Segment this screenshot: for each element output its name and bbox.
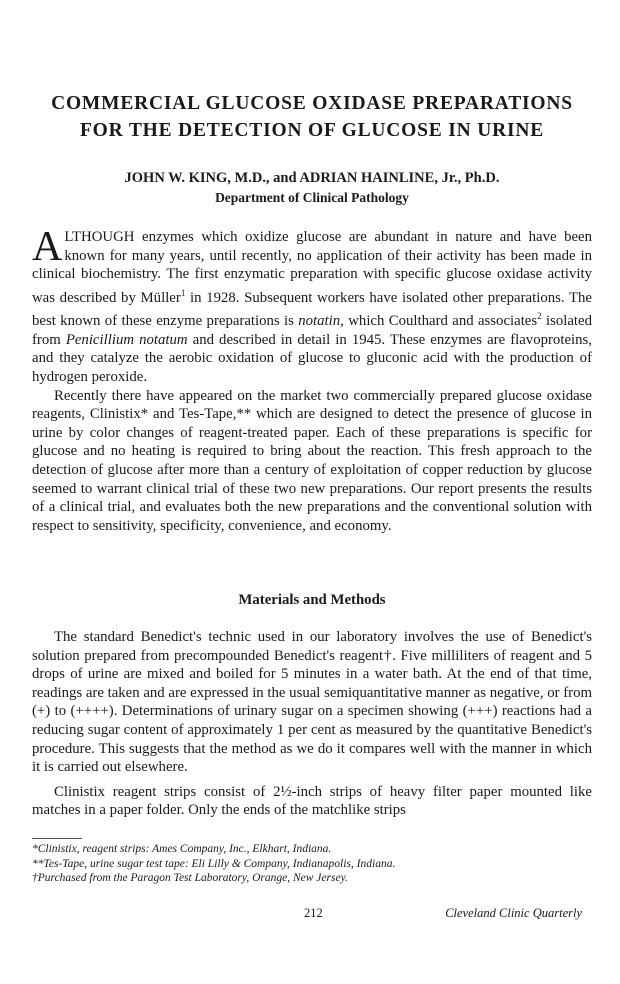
- byline: [32, 169, 592, 207]
- article-title: [32, 90, 592, 144]
- intro-paragraph-1: ALTHOUGH enzymes which oxidize glucose are abundant in nature and have been known for many years, until recently, no application of their activity has been made in clinical biochemistry. The first enzymatic preparation with specific glucose oxidase activity was described by Müller$^1$ in 1928. Subsequent workers have isolated other preparations. The best known of these enzyme preparations is notatin, which Coulthard and associates$^2$ isolated from Penicillium notatum and described in detail in 1945. These enzymes are flavoproteins, and they catalyze the aerobic oxidation of glucose to gluconic acid with the production of hydrogen peroxide.: [32, 224, 593, 385]
- journal-name: Cleveland Clinic Quarterly: [445, 906, 582, 920]
- section-heading: Materials and Methods: [238, 592, 386, 608]
- page-number: 212: [304, 906, 323, 920]
- footnote-paragon: †Purchased from the Paragon Test Laboratory, Orange, New Jersey.: [32, 872, 348, 884]
- intro-paragraph-2: Recently there have appeared on the market two commercially prepared glucose oxidase reagents, Clinistix* and Tes-Tape,** which are designed to detect the presence of glucose in urine by color changes of reagent-treated paper. Each of these preparations is specific for glucose and no heating is required to bring about the reaction. This fresh approach to the detection of glucose after more than a century of exploitation of copper reduction by glucose seemed to warrant clinical trial of these two new preparations. Our report presents the results of a clinical trial, and evaluates both the new preparations and the conventional solution with respect to sensitivity, specificity, convenience, and economy.: [32, 387, 592, 534]
- footnote-testape: **Tes-Tape, urine sugar test tape: Eli Lilly & Company, Indianapolis, Indiana.: [32, 857, 396, 870]
- department: Department of Clinical Pathology: [215, 190, 409, 205]
- methods-paragraph-1: The standard Benedict's technic used in our laboratory involves the use of Benedict's solution prepared from precompounded Benedict's reagent†. Five milliliters of reagent and 5 drops of urine are mixed and boiled for 5 minutes in a water bath. At the end of that time, readings are taken and are expressed in the usual semiquantitative manner as negative, or from (+) to (++++). Determinations of urinary sugar on a specimen showing (+++) reactions had a reducing sugar content of approximately 1 per cent as measured by the quantitative Benedict's procedure. This suggests that the method as we do it compares well with the manner in which it is carried out elsewhere.: [32, 629, 593, 776]
- drop-cap: A: [32, 224, 63, 270]
- introduction: [32, 224, 593, 535]
- title-line-1: COMMERCIAL GLUCOSE OXIDASE PREPARATIONS: [51, 93, 573, 114]
- footnotes: [32, 842, 592, 886]
- footnote-clinistix: *Clinistix, reagent strips: Ames Company, Inc., Elkhart, Indiana.: [32, 843, 332, 855]
- reference-1: 1: [180, 287, 186, 298]
- footnote-rule: [32, 838, 82, 839]
- reference-2: 2: [537, 311, 542, 322]
- author-names: JOHN W. KING, M.D., and ADRIAN HAINLINE, Jr., Ph.D.: [124, 170, 500, 186]
- methods-paragraph-2: Clinistix reagent strips consist of 2½-inch strips of heavy filter paper mounted like matches in a paper folder. Only the ends of the matchlike strips: [32, 783, 592, 819]
- methods-section: [32, 628, 592, 820]
- term-penicillium: Penicillium notatum: [65, 331, 188, 348]
- term-notatin: notatin,: [298, 313, 344, 330]
- title-line-2: FOR THE DETECTION OF GLUCOSE IN URINE: [79, 120, 545, 141]
